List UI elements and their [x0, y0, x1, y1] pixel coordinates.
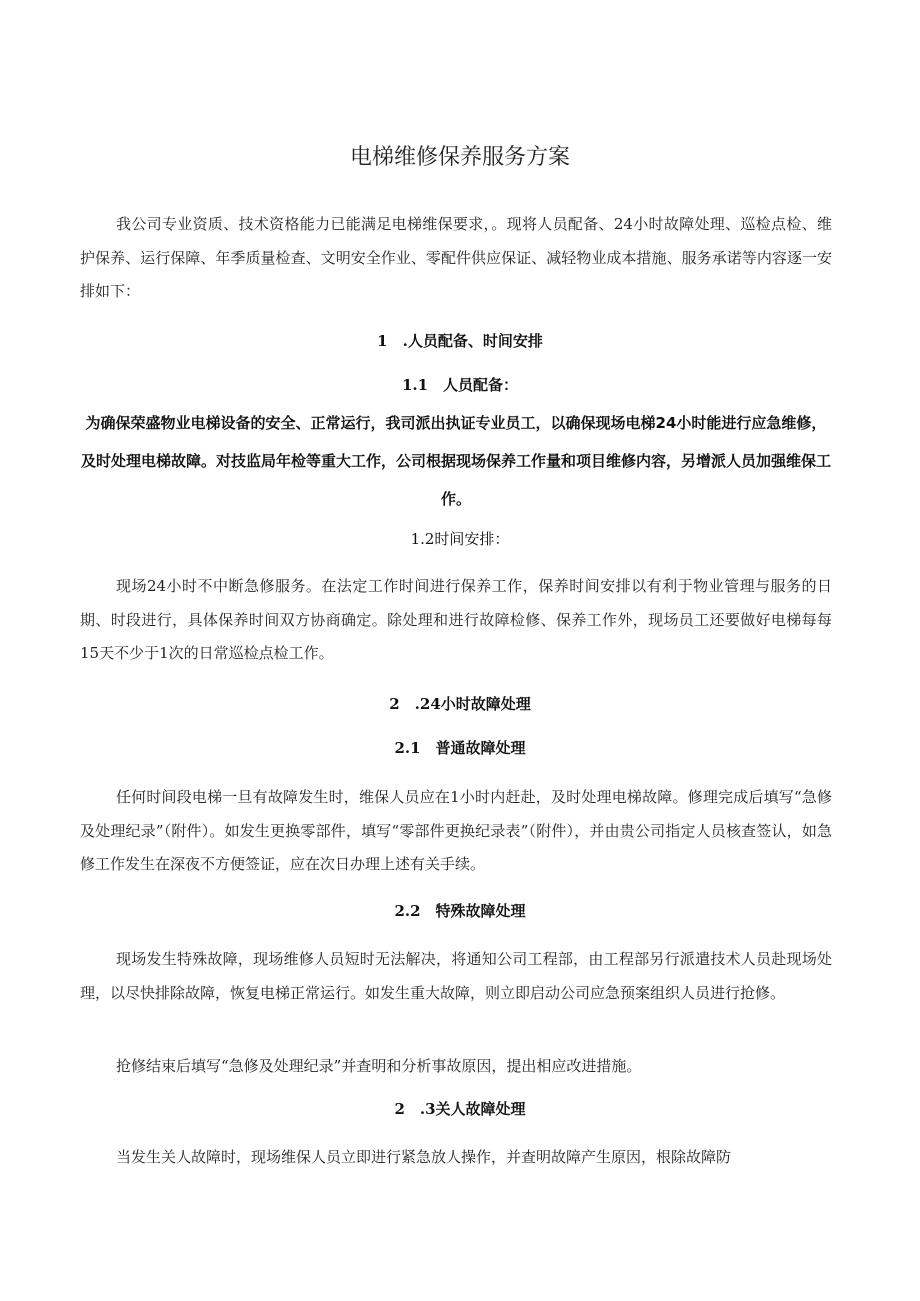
section1-1-heading: 1.1 人员配备： [401, 376, 519, 394]
section1-heading: 1 .人员配备、时间安排 [377, 332, 543, 350]
section2-1-heading: 2.1 普通故障处理 [394, 739, 526, 757]
section2-2-text: 现场发生特殊故障，现场维修人员短时无法解决，将通知公司工程部，由工程部另行派遣技术人员赴现场处理，以尽快排除故障，恢复电梯正常运行。如发生重大故障，则立即启动公司应急预案组织人员进行抢修。 [80, 950, 832, 1002]
section1-2-text: 现场24小时不中断急修服务。在法定工作时间进行保养工作，保养时间安排以有利于物业管理与服务的日期、时段进行，具体保养时间双方协商确定。除处理和进行故障检修、保养工作外，现场员工还要做好电梯每每15天不少于1次的日常巡检点检工作。 [80, 577, 832, 662]
document-title: 电梯维修保养服务方案 [349, 145, 570, 170]
section2-3-text: 当发生关人故障时，现场维保人员立即进行紧急放人操作，并查明故障产生原因，根除故障防 [116, 1148, 732, 1166]
section2-2-heading: 2.2 特殊故障处理 [394, 902, 526, 920]
section2-heading: 2 .24小时故障处理 [389, 695, 531, 713]
section2-3-heading: 2 .3关人故障处理 [394, 1100, 526, 1118]
section2-1-text: 任何时间段电梯一旦有故障发生时，维保人员应在1小时内赶赴，及时处理电梯故障。修理完成后填写“急修及处理纪录”（附件）。如发生更换零部件，填写“零部件更换纪录表”（附件），并由贵公司指定人员核查签认，如急修工作发生在深夜不方便签证，应在次日办理上述有关手续。 [80, 788, 832, 873]
section2-2-text-2: 抢修结束后填写“急修及处理纪录”并查明和分析事故原因，提出相应改进措施。 [116, 1057, 642, 1075]
intro-paragraph: 我公司专业资质、技术资格能力已能满足电梯维保要求，。现将人员配备、24小时故障处理、巡检点检、维护保养、运行保障、年季质量检查、文明安全作业、零配件供应保证、减轻物业成本措施、服务承诺等内容逐一安排如下： [80, 215, 832, 300]
section1-1-text: 为确保荣盛物业电梯设备的安全、正常运行，我司派出执证专业员工，以确保现场电梯24小时能进行应急维修，及时处理电梯故障。对技监局年检等重大工作，公司根据现场保养工作量和项目维修内容，另增派人员加强维保工作。 [80, 414, 831, 508]
section1-2-heading: 1.2时间安排： [410, 530, 510, 548]
